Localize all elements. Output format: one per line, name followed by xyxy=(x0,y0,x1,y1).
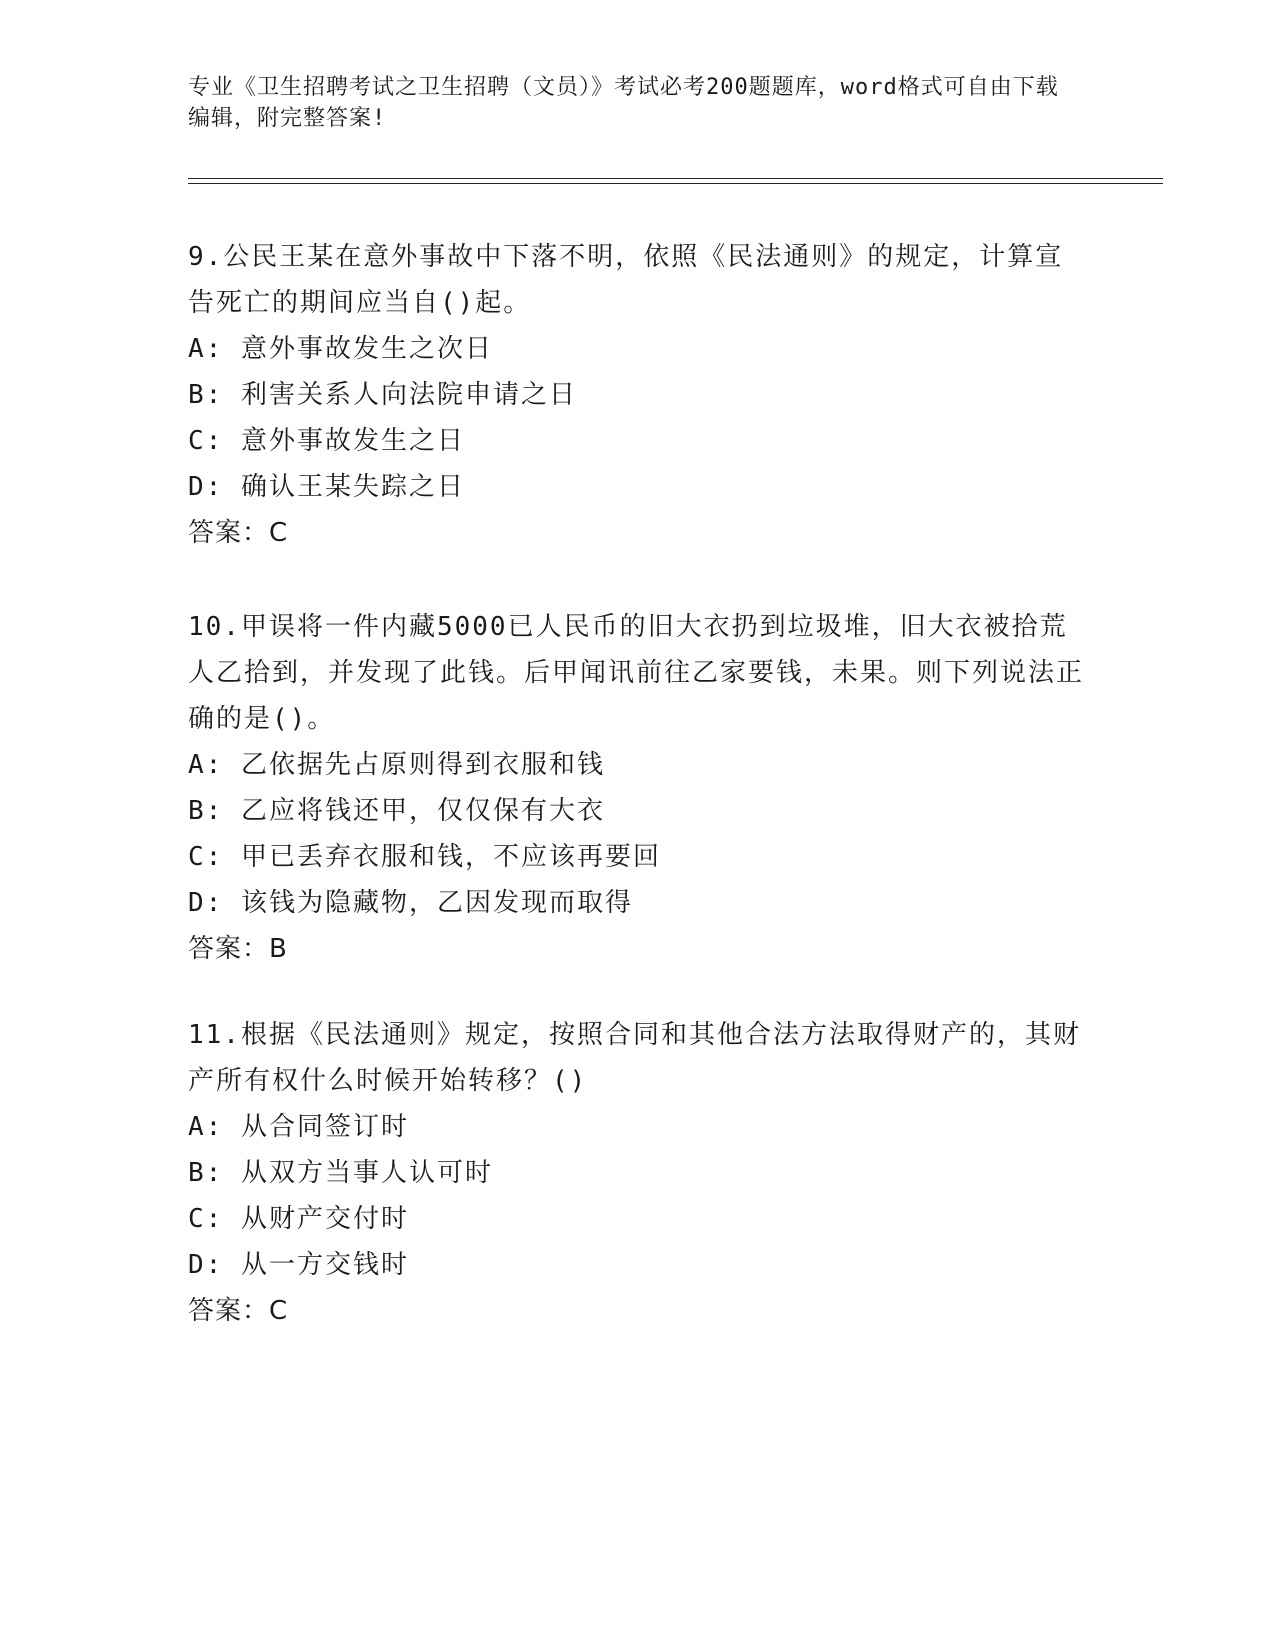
option-a: A: 意外事故发生之次日 xyxy=(188,334,493,364)
option-d: D: 确认王某失踪之日 xyxy=(188,472,465,502)
document-header: 专业《卫生招聘考试之卫生招聘（文员）》考试必考200题题库，word格式可自由下载编辑，附完整答案! xyxy=(188,75,1059,131)
question-11 xyxy=(188,1012,1088,1334)
question-stem: 9.公民王某在意外事故中下落不明，依照《民法通则》的规定，计算宣告死亡的期间应当自()起。 xyxy=(188,242,1064,318)
question-stem: 11.根据《民法通则》规定，按照合同和其他合法方法取得财产的，其财产所有权什么时候开始转移？() xyxy=(188,1020,1081,1096)
option-d: D: 从一方交钱时 xyxy=(188,1250,409,1280)
option-b: B: 从双方当事人认可时 xyxy=(188,1158,493,1188)
header-divider-bottom xyxy=(188,183,1163,184)
option-c: C: 意外事故发生之日 xyxy=(188,426,465,456)
option-d: D: 该钱为隐藏物，乙因发现而取得 xyxy=(188,888,633,918)
option-c: C: 甲已丢弃衣服和钱，不应该再要回 xyxy=(188,842,661,872)
answer-label: 答案：B xyxy=(188,934,288,964)
question-9 xyxy=(188,234,1088,556)
option-a: A: 从合同签订时 xyxy=(188,1112,409,1142)
header-divider-top xyxy=(188,178,1163,179)
option-a: A: 乙依据先占原则得到衣服和钱 xyxy=(188,750,605,780)
option-c: C: 从财产交付时 xyxy=(188,1204,409,1234)
answer-label: 答案：C xyxy=(188,518,289,548)
option-b: B: 利害关系人向法院申请之日 xyxy=(188,380,577,410)
question-stem: 10.甲误将一件内藏5000已人民币的旧大衣扔到垃圾堆，旧大衣被拾荒人乙拾到，并发现了此钱。后甲闻讯前往乙家要钱，未果。则下列说法正确的是()。 xyxy=(188,612,1085,734)
question-10 xyxy=(188,604,1088,972)
option-b: B: 乙应将钱还甲，仅仅保有大衣 xyxy=(188,796,605,826)
answer-label: 答案：C xyxy=(188,1296,289,1326)
